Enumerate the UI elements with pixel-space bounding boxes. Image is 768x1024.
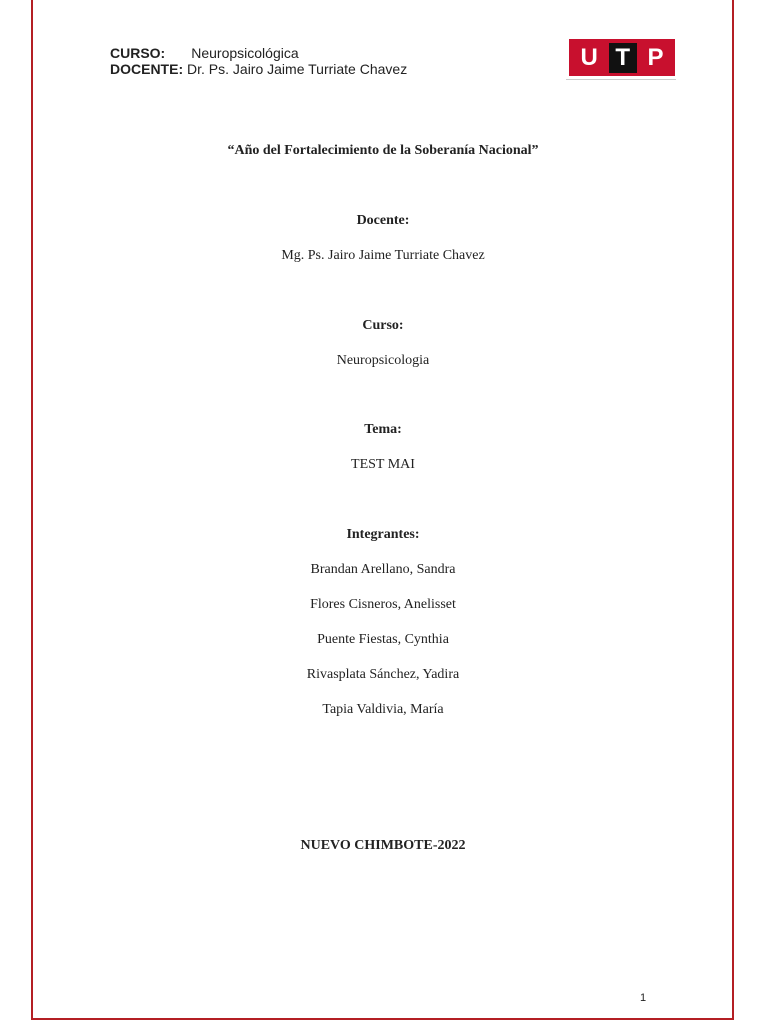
tema-heading: Tema: bbox=[364, 422, 402, 437]
logo-underline bbox=[566, 79, 676, 80]
integrante-item: Puente Fiestas, Cynthia bbox=[317, 632, 449, 647]
header-curso-value: Neuropsicológica bbox=[191, 45, 299, 61]
utp-logo bbox=[569, 39, 675, 76]
curso-heading: Curso: bbox=[362, 318, 404, 333]
header-curso-row bbox=[110, 45, 407, 61]
docente-heading: Docente: bbox=[356, 213, 410, 228]
integrante-item: Flores Cisneros, Anelisset bbox=[310, 597, 456, 612]
header-docente-value: Dr. Ps. Jairo Jaime Turriate Chavez bbox=[187, 61, 408, 77]
logo-letter-u: U bbox=[580, 43, 598, 71]
document-header bbox=[110, 45, 407, 77]
integrante-item: Brandan Arellano, Sandra bbox=[310, 562, 456, 577]
logo-letter-t: T bbox=[609, 43, 637, 73]
header-curso-label: CURSO: bbox=[110, 45, 166, 61]
tema-value: TEST MAI bbox=[351, 457, 415, 472]
integrante-item: Rivasplata Sánchez, Yadira bbox=[306, 667, 460, 682]
integrantes-heading: Integrantes: bbox=[346, 527, 420, 542]
year-motto: “Año del Fortalecimiento de la Soberanía Nacional” bbox=[227, 143, 539, 158]
docente-name: Mg. Ps. Jairo Jaime Turriate Chavez bbox=[281, 248, 485, 263]
page-number: 1 bbox=[640, 992, 647, 1004]
curso-name: Neuropsicologia bbox=[336, 353, 430, 368]
logo-letter-p: P bbox=[647, 43, 664, 71]
place-and-year: NUEVO CHIMBOTE-2022 bbox=[300, 838, 466, 853]
header-docente-label: DOCENTE: bbox=[110, 61, 184, 77]
header-docente-row bbox=[110, 61, 407, 77]
integrante-item: Tapia Valdivia, María bbox=[322, 702, 444, 717]
